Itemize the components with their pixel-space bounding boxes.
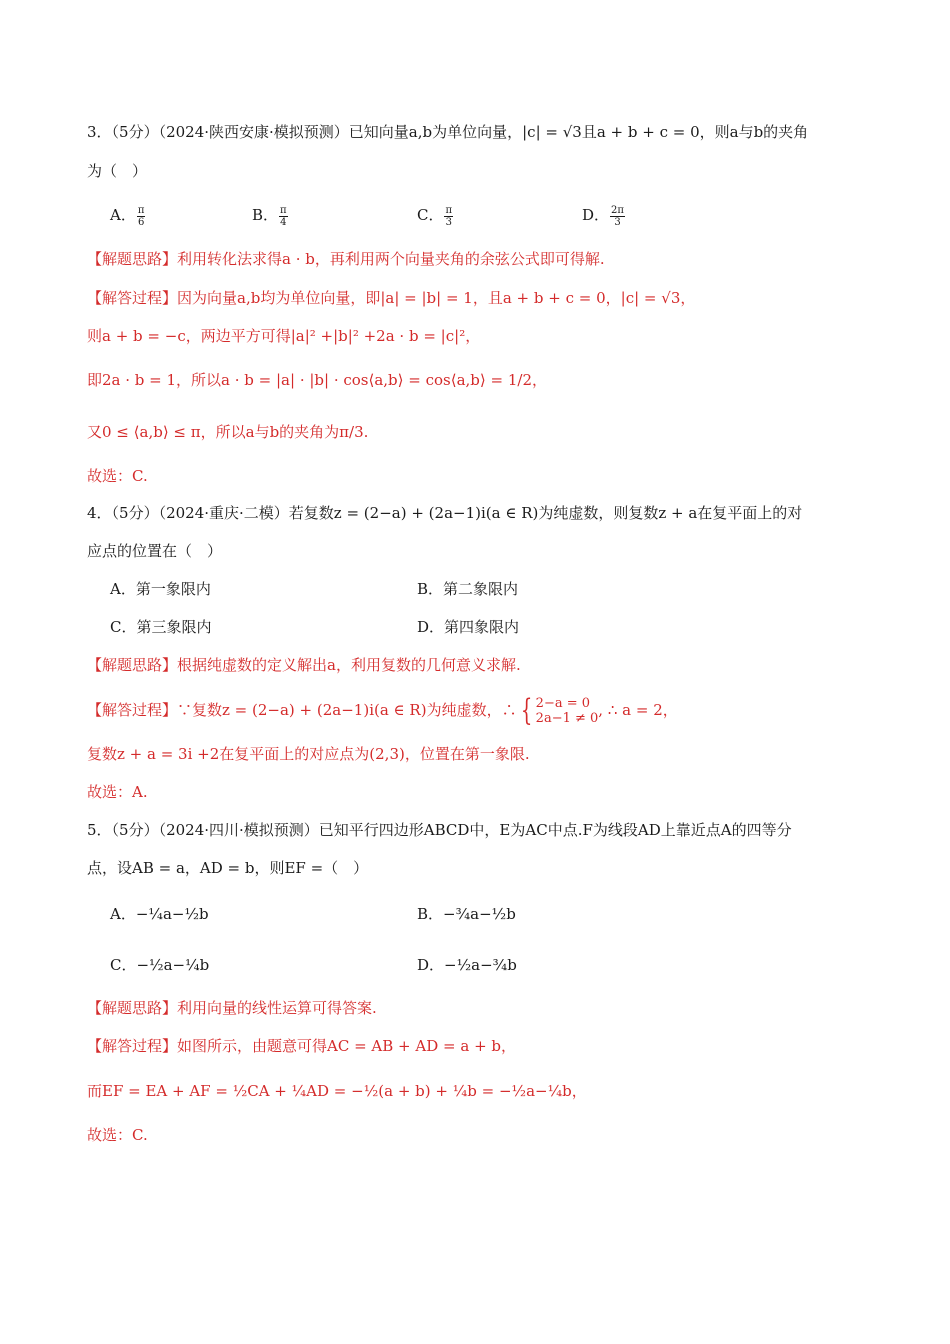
q5-option-b: B．−¾a−½b	[417, 905, 516, 923]
q3-option-a: A． $\frac{\pi}{6}$	[110, 204, 145, 228]
q3-solution-process-4: 又0 ≤ ⟨a,b⟩ ≤ π，所以a与b的夹角为π/3.	[87, 423, 369, 441]
q4-option-a: A．第一象限内	[110, 580, 211, 598]
q3-answer: 故选：C.	[87, 467, 148, 485]
q5-stem-line2: 点，设AB = a，AD = b，则EF =（ ）	[87, 859, 369, 877]
q3-stem-line2: 为（ ）	[87, 162, 148, 180]
q5-solution-process-2: 而EF = EA + AF = ½CA + ¼AD = −½(a + b) + ¼b = −½a−¼b，	[87, 1082, 587, 1100]
q5-option-d: D．−½a−¾b	[417, 956, 517, 974]
q4-solution-process-2: 复数z + a = 3i +2在复平面上的对应点为(2,3)，位置在第一象限.	[87, 745, 530, 763]
q5-solution-process-1: 【解答过程】如图所示，由题意可得AC = AB + AD = a + b，	[87, 1037, 517, 1055]
q3-option-c: C． $\frac{\pi}{3}$	[417, 204, 453, 228]
q3-solution-process-3: 即2a · b = 1，所以a · b = |a| · |b| · cos⟨a,b⟩ = cos⟨a,b⟩ = 1/2，	[87, 371, 548, 389]
q5-option-a: A．−¼a−½b	[110, 905, 209, 923]
q3-solution-process-1: 【解答过程】因为向量a,b均为单位向量，即|a| = |b| = 1，且a + b + c = 0，|c| = √3，	[87, 289, 696, 307]
q3-stem-line1: 3．（5分）（2024·陕西安康·模拟预测）已知向量a,b为单位向量，|c| = √3且a + b + c = 0，则a与b的夹角	[87, 123, 809, 141]
q3-solution-process-2: 则a + b = −c，两边平方可得|a|² +|b|² +2a · b = |c|²，	[87, 327, 481, 345]
q5-solution-idea: 【解题思路】利用向量的线性运算可得答案.	[87, 999, 377, 1017]
equation-system: { 2−a = 0 2a−1 ≠ 0	[520, 693, 599, 728]
q3-option-d: D． $\frac{2\pi}{3}$	[582, 204, 624, 228]
q4-stem-line2: 应点的位置在（ ）	[87, 542, 223, 560]
q3-option-b: B． $\frac{\pi}{4}$	[252, 204, 287, 228]
q4-option-b: B．第二象限内	[417, 580, 519, 598]
q4-option-d: D．第四象限内	[417, 618, 520, 636]
q4-solution-idea: 【解题思路】根据纯虚数的定义解出a，利用复数的几何意义求解.	[87, 656, 521, 674]
q5-answer: 故选：C.	[87, 1126, 148, 1144]
q4-option-c: C．第三象限内	[110, 618, 212, 636]
q3-solution-idea: 【解题思路】利用转化法求得a · b，再利用两个向量夹角的余弦公式即可得解.	[87, 250, 605, 268]
q4-solution-process-1: 【解答过程】∵复数z = (2−a) + (2a−1)i(a ∈ R)为纯虚数，∴ { 2−a = 0 2a−1 ≠ 0 , ∴ a = 2，	[87, 693, 678, 728]
q5-option-c: C．−½a−¼b	[110, 956, 210, 974]
q5-stem-line1: 5．（5分）（2024·四川·模拟预测）已知平行四边形ABCD中，E为AC中点.F为线段AD上靠近点A的四等分	[87, 821, 792, 839]
q4-answer: 故选：A.	[87, 783, 148, 801]
q4-stem-line1: 4．（5分）（2024·重庆·二模）若复数z = (2−a) + (2a−1)i(a ∈ R)为纯虚数，则复数z + a在复平面上的对	[87, 504, 803, 522]
